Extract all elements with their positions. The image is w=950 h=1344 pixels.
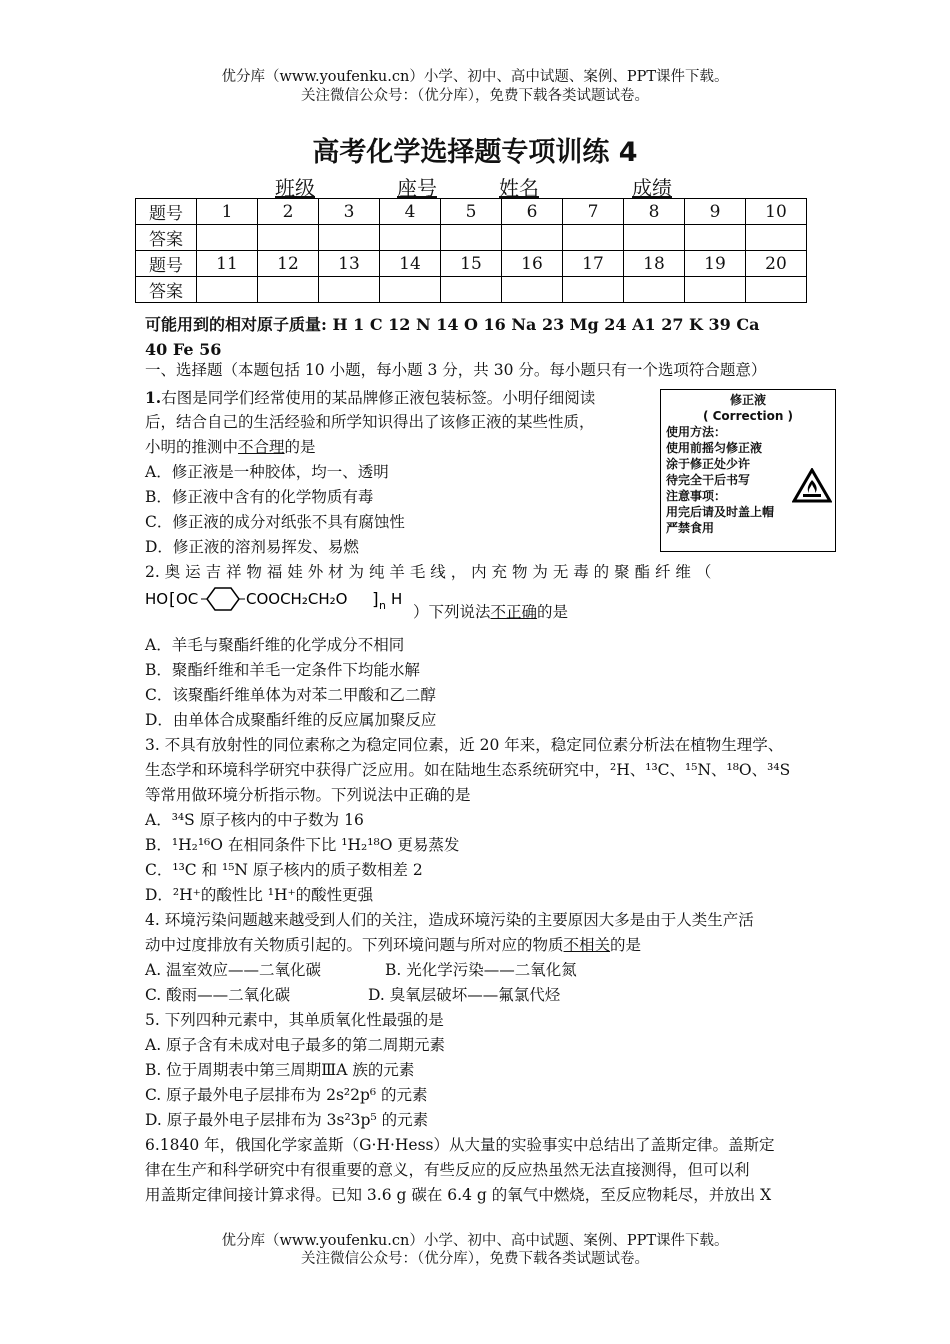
score-field: 成绩: [632, 176, 672, 200]
table-row: [136, 225, 807, 251]
q2-option-b: B．聚酯纤维和羊毛一定条件下均能水解: [145, 661, 420, 679]
q2-line-2: [413, 600, 568, 625]
q-num: 19: [685, 251, 746, 277]
q-num: 2: [258, 199, 319, 225]
svg-text:OC: OC: [176, 590, 199, 608]
q-label: 题号: [136, 199, 197, 225]
q-num: 16: [502, 251, 563, 277]
q4-option-b: B. 光化学污染——二氧化氮: [385, 961, 577, 979]
q-num: 11: [197, 251, 258, 277]
answer-cell[interactable]: [258, 225, 319, 251]
q-num: 3: [319, 199, 380, 225]
q4-text: 的是: [610, 936, 642, 954]
q4-line-2: [145, 933, 641, 958]
q2-text: ）下列说法: [413, 603, 491, 621]
q4-line-1: 4. 环境污染问题越来越受到人们的关注，造成环境污染的主要原因大多是由于人类生产活: [145, 911, 754, 929]
class-field: 班级: [275, 176, 315, 200]
footer-line-2: 关注微信公众号：（优分库），免费下载各类试题试卷。: [301, 1251, 649, 1267]
answer-cell[interactable]: [502, 225, 563, 251]
q5-option-a: A. 原子含有未成对电子最多的第二周期元素: [145, 1036, 446, 1054]
table-row: [136, 199, 807, 225]
q2-emphasis: 不正确: [490, 603, 538, 621]
q6-line-3: 用盖斯定律间接计算求得。已知 3.6 g 碳在 6.4 g 的氧气中燃烧，至反应物耗尽，并放出 X: [145, 1186, 772, 1204]
q-num: 18: [624, 251, 685, 277]
q6-line-1: 6.1840 年，俄国化学家盖斯（G·H·Hess）从大量的实验事实中总结出了盖斯定律。盖斯定: [145, 1136, 775, 1154]
label-subtitle: ( Correction ): [702, 409, 794, 423]
polyester-formula-image: [145, 584, 413, 614]
q-num: 15: [441, 251, 502, 277]
label-line: 注意事项：: [666, 489, 727, 503]
flammable-warning-icon: [792, 468, 832, 504]
answer-cell[interactable]: [380, 277, 441, 303]
q-num: 20: [746, 251, 807, 277]
q-num: 9: [685, 199, 746, 225]
answer-cell[interactable]: [502, 277, 563, 303]
q2-line-1: 2. 奥 运 吉 祥 物 福 娃 外 材 为 纯 羊 毛 线 ， 内 充 物 为 无 毒 的 聚 酯 纤 维 （: [145, 563, 712, 581]
q3-line-2: 生态学和环境科学研究中获得广泛应用。如在陆地生态系统研究中，²H、¹³C、¹⁵N、¹⁸O、³⁴S: [145, 761, 791, 779]
label-line: 使用方法：: [666, 425, 727, 439]
q-num: 14: [380, 251, 441, 277]
answer-cell[interactable]: [197, 277, 258, 303]
q1-text: 的是: [284, 438, 316, 456]
label-line: 用完后请及时盖上帽: [666, 505, 775, 519]
q-num: 13: [319, 251, 380, 277]
a-label: 答案: [136, 277, 197, 303]
q-num: 12: [258, 251, 319, 277]
q2-option-c: C．该聚酯纤维单体为对苯二甲酸和乙二醇: [145, 686, 436, 704]
q1-text: 小明的推测中: [145, 438, 239, 456]
label-title: 修正液: [729, 393, 766, 407]
q1-line-1: [145, 385, 595, 411]
label-line: 待完全干后书写: [666, 473, 751, 487]
svg-text:n: n: [379, 599, 386, 612]
table-row: [136, 277, 807, 303]
q1-option-c: C．修正液的成分对纸张不具有腐蚀性: [145, 513, 405, 531]
q-label: 题号: [136, 251, 197, 277]
label-line: 严禁食用: [666, 521, 715, 535]
q-num: 1: [197, 199, 258, 225]
q4-option-d: D. 臭氧层破坏——氟氯代烃: [368, 986, 561, 1004]
answer-cell[interactable]: [624, 225, 685, 251]
q1-option-b: B．修正液中含有的化学物质有毒: [145, 488, 374, 506]
a-label: 答案: [136, 225, 197, 251]
svg-text:]: ]: [372, 590, 379, 610]
q-num: 6: [502, 199, 563, 225]
q1-number: 1.: [145, 388, 162, 407]
svg-text:COOCH₂CH₂O: COOCH₂CH₂O: [246, 590, 348, 608]
answer-cell[interactable]: [685, 277, 746, 303]
answer-cell[interactable]: [441, 277, 502, 303]
svg-text:HO: HO: [145, 590, 169, 608]
q5-line-1: 5. 下列四种元素中，其单质氧化性最强的是: [145, 1011, 444, 1029]
atomic-mass-line-2: 40 Fe 56: [145, 340, 222, 359]
q4-emphasis: 不相关: [563, 936, 611, 954]
answer-cell[interactable]: [380, 225, 441, 251]
answer-cell[interactable]: [563, 225, 624, 251]
q1-option-a: A．修正液是一种胶体，均一、透明: [145, 463, 389, 481]
answer-cell[interactable]: [258, 277, 319, 303]
q-num: 5: [441, 199, 502, 225]
answer-cell[interactable]: [624, 277, 685, 303]
q1-line-3: [145, 435, 316, 460]
label-line: 使用前摇匀修正液: [666, 441, 763, 455]
q-num: 17: [563, 251, 624, 277]
name-field: 姓名: [499, 176, 539, 200]
header-line-2: 关注微信公众号：（优分库），免费下载各类试题试卷。: [301, 88, 649, 104]
q3-line-1: 3. 不具有放射性的同位素称之为稳定同位素，近 20 年来，稳定同位素分析法在植物生理学、: [145, 736, 784, 754]
q3-option-a: A．³⁴S 原子核内的中子数为 16: [145, 811, 364, 829]
q5-option-d: D. 原子最外电子层排布为 3s²3p⁵ 的元素: [145, 1111, 429, 1129]
answer-cell[interactable]: [441, 225, 502, 251]
q3-option-c: C．¹³C 和 ¹⁵N 原子核内的质子数相差 2: [145, 861, 423, 879]
footer-line-1: 优分库（www.youfenku.cn）小学、初中、高中试题、案例、PPT课件下载。: [221, 1233, 729, 1249]
q-num: 8: [624, 199, 685, 225]
q1-emphasis: 不合理: [238, 438, 285, 456]
q2-option-a: A．羊毛与聚酯纤维的化学成分不相同: [145, 636, 405, 654]
answer-cell[interactable]: [685, 225, 746, 251]
q4-option-a: A. 温室效应——二氧化碳: [145, 961, 322, 979]
answer-cell[interactable]: [197, 225, 258, 251]
answer-table: [135, 198, 807, 303]
q3-option-b: B．¹H₂¹⁶O 在相同条件下比 ¹H₂¹⁸O 更易蒸发: [145, 836, 460, 854]
table-row: [136, 251, 807, 277]
svg-text:H: H: [391, 590, 403, 608]
answer-cell[interactable]: [746, 277, 807, 303]
q-num: 7: [563, 199, 624, 225]
atomic-mass-line-1: 可能用到的相对原子质量: H 1 C 12 N 14 O 16 Na 23 Mg 24 A1 27 K 39 Ca: [145, 315, 760, 334]
q6-line-2: 律在生产和科学研究中有很重要的意义，有些反应的反应热虽然无法直接测得，但可以利: [145, 1161, 750, 1179]
page-title: 高考化学选择题专项训练 4: [312, 137, 638, 168]
answer-cell[interactable]: [746, 225, 807, 251]
q5-option-c: C. 原子最外电子层排布为 2s²2p⁶ 的元素: [145, 1086, 428, 1104]
answer-cell[interactable]: [319, 225, 380, 251]
q3-option-d: D．²H⁺的酸性比 ¹H⁺的酸性更强: [145, 886, 374, 904]
answer-cell[interactable]: [319, 277, 380, 303]
q2-text: 的是: [537, 603, 569, 621]
q2-option-d: D．由单体合成聚酯纤维的反应属加聚反应: [145, 711, 437, 729]
q-num: 10: [746, 199, 807, 225]
svg-text:[: [: [169, 590, 176, 610]
answer-cell[interactable]: [563, 277, 624, 303]
q3-line-3: 等常用做环境分析指示物。下列说法中正确的是: [145, 786, 471, 804]
q1-option-d: D．修正液的溶剂易挥发、易燃: [145, 538, 359, 556]
seat-field: 座号: [397, 176, 437, 200]
section-heading: 一、选择题（本题包括 10 小题，每小题 3 分，共 30 分。每小题只有一个选项符合题意）: [145, 361, 767, 379]
label-line: 涂于修正处少许: [666, 457, 751, 471]
q5-option-b: B. 位于周期表中第三周期ⅢA 族的元素: [145, 1061, 415, 1079]
q1-text: 右图是同学们经常使用的某品牌修正液包装标签。小明仔细阅读: [161, 389, 596, 407]
q4-text: 动中过度排放有关物质引起的。下列环境问题与所对应的物质: [145, 936, 564, 954]
q4-option-c: C. 酸雨——二氧化碳: [145, 986, 291, 1004]
header-line-1: 优分库（www.youfenku.cn）小学、初中、高中试题、案例、PPT课件下载。: [221, 69, 729, 85]
q-num: 4: [380, 199, 441, 225]
q1-line-2: 后，结合自己的生活经验和所学知识得出了该修正液的某些性质，: [145, 413, 595, 431]
